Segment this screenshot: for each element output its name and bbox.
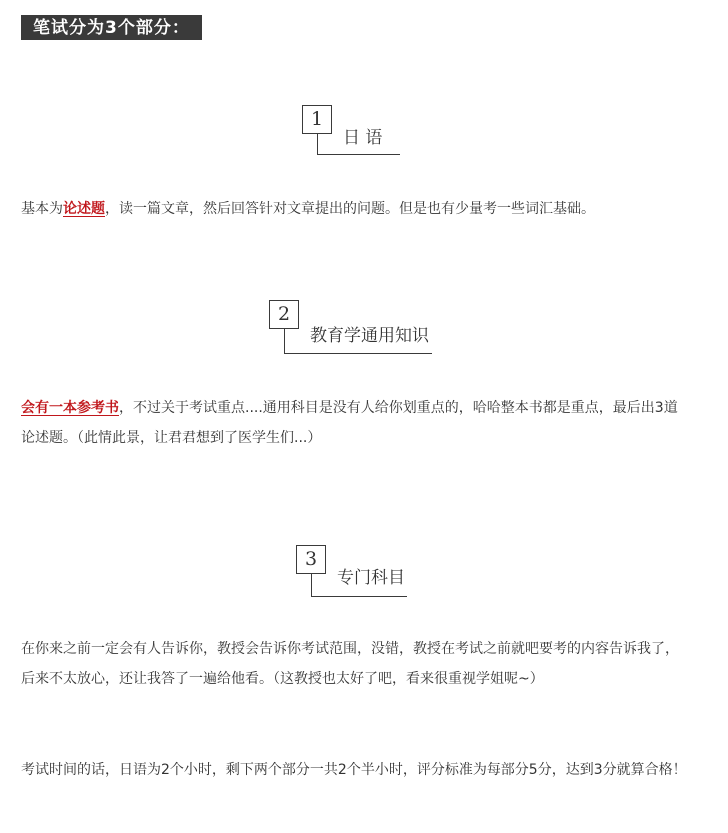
highlight-essay: 论述题 <box>63 201 105 217</box>
heading-line-vertical <box>311 574 312 596</box>
paragraph-3: 在你来之前一定会有人告诉你，教授会告诉你考试范围，没错，教授在考试之前就吧要考的内容告诉我了，后来不太放心，还让我答了一遍给他看。（这教授也太好了吧，看来很重视学姐呢~） <box>21 641 679 687</box>
paragraph-4: 考试时间的话，日语为2个小时，剩下两个部分一共2个半小时，评分标准为每部分5分，达到3分就算合格！ <box>21 762 687 778</box>
section-number-2: 2 <box>269 300 299 329</box>
section-title-2: 教育学通用知识 <box>310 326 429 346</box>
section-banner: 笔试分为3个部分： <box>21 15 202 40</box>
heading-line-horizontal <box>317 154 400 155</box>
section-heading-1 <box>302 105 402 165</box>
paragraph-1 <box>21 194 691 224</box>
paragraph-1-prefix: 基本为 <box>21 201 63 217</box>
heading-line-horizontal <box>311 596 407 597</box>
paragraph-1-suffix: ，读一篇文章，然后回答针对文章提出的问题。但是也有少量考一些词汇基础。 <box>105 201 595 217</box>
paragraph-2-suffix: ，不过关于考试重点....通用科目是没有人给你划重点的，哈哈整本书都是重点，最后出3道论述题。（此情此景，让君君想到了医学生们...） <box>21 400 678 446</box>
highlight-reference-book: 会有一本参考书 <box>21 400 119 416</box>
heading-line-horizontal <box>284 353 432 354</box>
section-heading-2 <box>269 300 439 360</box>
section-number-3: 3 <box>296 545 326 574</box>
section-heading-3 <box>296 545 416 605</box>
section-title-3: 专门科目 <box>337 568 405 588</box>
heading-line-vertical <box>317 134 318 154</box>
section-number-1: 1 <box>302 105 332 134</box>
section-title-1: 日 语 <box>343 128 383 148</box>
paragraph-2 <box>21 393 691 453</box>
heading-line-vertical <box>284 329 285 353</box>
